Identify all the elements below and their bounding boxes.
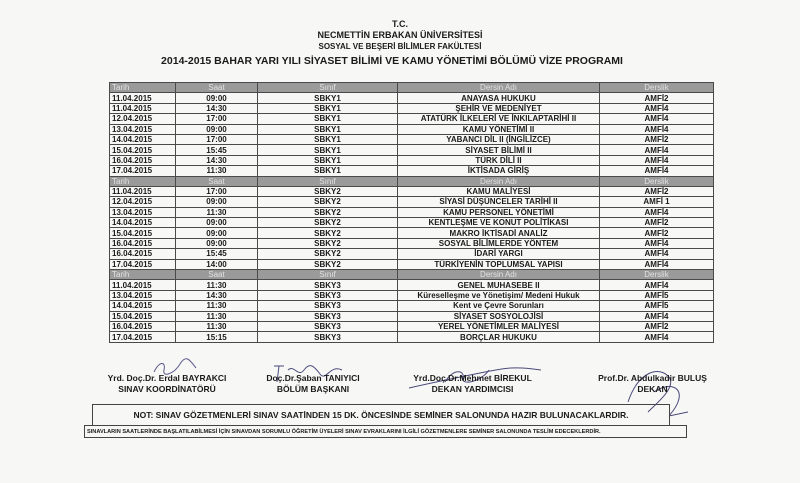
table-cell: 11:30 xyxy=(176,207,258,217)
table-cell: AMFİ2 xyxy=(600,321,714,331)
table-row xyxy=(110,301,714,311)
table-row xyxy=(110,290,714,300)
table-cell: ATATÜRK İLKELERİ VE İNKILAPTARİHİ II xyxy=(398,114,600,124)
table-cell: SİYASİ DÜŞÜNCELER TARİHİ II xyxy=(398,197,600,207)
table-cell: AMFİ4 xyxy=(600,166,714,176)
table-cell: SİYASET SOSYOLOJİSİ xyxy=(398,311,600,321)
table-cell: YEREL YÖNETİMLER MALİYESİ xyxy=(398,321,600,331)
table-row xyxy=(110,134,714,144)
table-cell: 13.04.2015 xyxy=(110,290,176,300)
table-cell: 17.04.2015 xyxy=(110,332,176,342)
table-cell: 09:00 xyxy=(176,218,258,228)
exam-materials-note: SINAVLARIN SAATLERİNDE BAŞLATILABİLMESİ İÇİN SINAVDAN SORUMLU ÖĞRETİM ÜYELERİ SINAV EVRAKLARINI İLGİLİ GÖZETMENLERE SEMİNER SALONUNDA TESLİM EDECEKLERDİR. xyxy=(84,425,687,438)
table-cell: AMFİ4 xyxy=(600,249,714,259)
table-cell: TÜRKİYENİN TOPLUMSAL YAPISI xyxy=(398,259,600,269)
table-cell: SBKY2 xyxy=(258,218,398,228)
table-cell: AMFİ4 xyxy=(600,259,714,269)
table-row xyxy=(110,238,714,248)
table-cell: SBKY3 xyxy=(258,332,398,342)
table-cell: SBKY3 xyxy=(258,301,398,311)
table-cell: 14.04.2015 xyxy=(110,218,176,228)
table-cell: SBKY2 xyxy=(258,259,398,269)
table-cell: 17.04.2015 xyxy=(110,166,176,176)
table-cell: BORÇLAR HUKUKU xyxy=(398,332,600,342)
table-cell: MAKRO İKTİSADİ ANALİZ xyxy=(398,228,600,238)
table-cell: İDARİ YARGI xyxy=(398,249,600,259)
table-cell: 15:45 xyxy=(176,145,258,155)
column-header: Tarih xyxy=(110,176,176,186)
table-header-row xyxy=(110,176,714,186)
table-cell: KENTLEŞME VE KONUT POLİTİKASI xyxy=(398,218,600,228)
table-cell: SBKY2 xyxy=(258,186,398,196)
table-row xyxy=(110,249,714,259)
table-cell: ANAYASA HUKUKU xyxy=(398,93,600,103)
signature-title: BÖLÜM BAŞKANI xyxy=(276,384,350,394)
table-cell: AMFİ4 xyxy=(600,311,714,321)
table-row xyxy=(110,103,714,113)
table-cell: AMFİ 1 xyxy=(600,197,714,207)
table-cell: ŞEHİR VE MEDENİYET xyxy=(398,103,600,113)
table-cell: 15:15 xyxy=(176,332,258,342)
table-row xyxy=(110,124,714,134)
table-cell: 09:00 xyxy=(176,93,258,103)
table-cell: 16.04.2015 xyxy=(110,238,176,248)
table-cell: 11:30 xyxy=(176,166,258,176)
column-header: Dersin Adı xyxy=(398,270,600,280)
table-cell: 09:00 xyxy=(176,124,258,134)
table-cell: SİYASET BİLİMİ II xyxy=(398,145,600,155)
table-cell: 14:00 xyxy=(176,259,258,269)
table-header-row xyxy=(110,83,714,93)
signature-title: DEKAN YARDIMCISI xyxy=(431,384,514,394)
table-cell: AMFİ4 xyxy=(600,280,714,290)
table-cell: SBKY3 xyxy=(258,290,398,300)
table-cell: AMFİ4 xyxy=(600,103,714,113)
table-cell: 15.04.2015 xyxy=(110,145,176,155)
table-cell: AMFİ4 xyxy=(600,145,714,155)
table-row xyxy=(110,93,714,103)
signature-vice-dean xyxy=(395,373,550,395)
table-cell: 14:30 xyxy=(176,103,258,113)
table-cell: SBKY1 xyxy=(258,114,398,124)
table-cell: Küreselleşme ve Yönetişim/ Medeni Hukuk xyxy=(398,290,600,300)
table-cell: SBKY1 xyxy=(258,124,398,134)
table-cell: Kent ve Çevre Sorunları xyxy=(398,301,600,311)
table-cell: YABANCI DİL II (İNGİLİZCE) xyxy=(398,134,600,144)
table-cell: 17:00 xyxy=(176,114,258,124)
table-cell: SBKY1 xyxy=(258,166,398,176)
table-cell: SBKY1 xyxy=(258,103,398,113)
table-row xyxy=(110,166,714,176)
table-cell: İKTİSADA GİRİŞ xyxy=(398,166,600,176)
table-cell: 09:00 xyxy=(176,238,258,248)
invigilator-note: NOT: SINAV GÖZETMENLERİ SINAV SAATİNDEN 15 DK. ÖNCESİNDE SEMİNER SALONUNDA HAZIR BULUNACAKLARDIR. xyxy=(92,404,670,426)
exam-schedule-body xyxy=(110,83,714,343)
table-row xyxy=(110,321,714,331)
signature-name: Doç.Dr.Şaban TANIYICI xyxy=(266,373,360,383)
table-cell: AMFİ2 xyxy=(600,186,714,196)
table-cell: AMFİ2 xyxy=(600,134,714,144)
table-cell: AMFİ5 xyxy=(600,290,714,300)
table-cell: AMFİ2 xyxy=(600,228,714,238)
table-cell: 12.04.2015 xyxy=(110,114,176,124)
table-cell: SOSYAL BİLİMLERDE YÖNTEM xyxy=(398,238,600,248)
table-cell: 11:30 xyxy=(176,301,258,311)
table-cell: AMFİ4 xyxy=(600,155,714,165)
table-cell: 14.04.2015 xyxy=(110,301,176,311)
signature-name: Yrd. Doç.Dr. Erdal BAYRAKCI xyxy=(107,373,227,383)
table-cell: 14:30 xyxy=(176,155,258,165)
column-header: Tarih xyxy=(110,270,176,280)
table-cell: 17.04.2015 xyxy=(110,259,176,269)
table-row xyxy=(110,207,714,217)
column-header: Tarih xyxy=(110,83,176,93)
table-cell: 17:00 xyxy=(176,186,258,196)
header-country: T.C. xyxy=(391,19,408,29)
table-row xyxy=(110,155,714,165)
table-row xyxy=(110,197,714,207)
table-cell: 13.04.2015 xyxy=(110,124,176,134)
table-cell: 09:00 xyxy=(176,197,258,207)
table-cell: AMFİ4 xyxy=(600,207,714,217)
column-header: Derslik xyxy=(600,270,714,280)
table-cell: SBKY1 xyxy=(258,145,398,155)
signature-title: DEKAN xyxy=(637,384,668,394)
table-cell: 15.04.2015 xyxy=(110,228,176,238)
table-cell: SBKY3 xyxy=(258,280,398,290)
table-cell: AMFİ5 xyxy=(600,301,714,311)
table-row xyxy=(110,311,714,321)
table-row xyxy=(110,332,714,342)
column-header: Saat xyxy=(176,83,258,93)
table-cell: SBKY1 xyxy=(258,155,398,165)
table-cell: AMFİ2 xyxy=(600,93,714,103)
table-cell: SBKY2 xyxy=(258,249,398,259)
table-row xyxy=(110,145,714,155)
table-row xyxy=(110,186,714,196)
signature-name: Prof.Dr. Abdulkadir BULUŞ xyxy=(598,373,707,383)
column-header: Sınıf xyxy=(258,83,398,93)
table-cell: 11.04.2015 xyxy=(110,280,176,290)
table-cell: 14:30 xyxy=(176,290,258,300)
table-cell: 11.04.2015 xyxy=(110,186,176,196)
signature-department-head xyxy=(258,373,368,395)
table-cell: 11.04.2015 xyxy=(110,103,176,113)
column-header: Sınıf xyxy=(258,176,398,186)
table-cell: SBKY1 xyxy=(258,93,398,103)
signature-dean xyxy=(590,373,715,395)
table-cell: AMFİ4 xyxy=(600,114,714,124)
table-cell: 09:00 xyxy=(176,228,258,238)
header-faculty: SOSYAL VE BEŞERİ BİLİMLER FAKÜLTESİ xyxy=(318,42,482,51)
table-cell: AMFİ4 xyxy=(600,332,714,342)
table-cell: AMFİ2 xyxy=(600,218,714,228)
table-row xyxy=(110,259,714,269)
table-cell: SBKY3 xyxy=(258,311,398,321)
table-cell: AMFİ4 xyxy=(600,124,714,134)
table-cell: SBKY2 xyxy=(258,207,398,217)
table-row xyxy=(110,114,714,124)
table-cell: 15.04.2015 xyxy=(110,311,176,321)
table-cell: 13.04.2015 xyxy=(110,207,176,217)
table-cell: 11:30 xyxy=(176,321,258,331)
table-cell: SBKY2 xyxy=(258,228,398,238)
column-header: Sınıf xyxy=(258,270,398,280)
table-cell: SBKY1 xyxy=(258,134,398,144)
table-cell: KAMU PERSONEL YÖNETİMİ xyxy=(398,207,600,217)
table-cell: SBKY3 xyxy=(258,321,398,331)
column-header: Saat xyxy=(176,176,258,186)
column-header: Saat xyxy=(176,270,258,280)
table-cell: SBKY2 xyxy=(258,197,398,207)
table-cell: 12.04.2015 xyxy=(110,197,176,207)
table-row xyxy=(110,218,714,228)
table-cell: AMFİ4 xyxy=(600,238,714,248)
table-cell: 15:45 xyxy=(176,249,258,259)
table-cell: KAMU MALİYESİ xyxy=(398,186,600,196)
signature-coordinator xyxy=(102,373,232,395)
table-row xyxy=(110,280,714,290)
table-cell: 11:30 xyxy=(176,311,258,321)
table-cell: 17:00 xyxy=(176,134,258,144)
column-header: Derslik xyxy=(600,176,714,186)
table-cell: TÜRK DİLİ II xyxy=(398,155,600,165)
table-cell: SBKY2 xyxy=(258,238,398,248)
table-row xyxy=(110,228,714,238)
table-cell: KAMU YÖNETİMİ II xyxy=(398,124,600,134)
column-header: Derslik xyxy=(600,83,714,93)
signature-name: Yrd.Doç.Dr.Mehmet BİREKUL xyxy=(413,373,532,383)
exam-schedule-table xyxy=(109,82,714,343)
column-header: Dersin Adı xyxy=(398,176,600,186)
table-cell: GENEL MUHASEBE II xyxy=(398,280,600,290)
table-cell: 11.04.2015 xyxy=(110,93,176,103)
column-header: Dersin Adı xyxy=(398,83,600,93)
table-cell: 16.04.2015 xyxy=(110,249,176,259)
table-cell: 16.04.2015 xyxy=(110,321,176,331)
table-cell: 16.04.2015 xyxy=(110,155,176,165)
header-university: NECMETTİN ERBAKAN ÜNİVERSİTESİ xyxy=(317,30,483,40)
page-title: 2014-2015 BAHAR YARI YILI SİYASET BİLİMİ VE KAMU YÖNETİMİ BÖLÜMÜ VİZE PROGRAMI xyxy=(161,55,623,67)
table-header-row xyxy=(110,270,714,280)
table-cell: 11:30 xyxy=(176,280,258,290)
signature-title: SINAV KOORDİNATÖRÜ xyxy=(118,384,216,394)
table-cell: 14.04.2015 xyxy=(110,134,176,144)
